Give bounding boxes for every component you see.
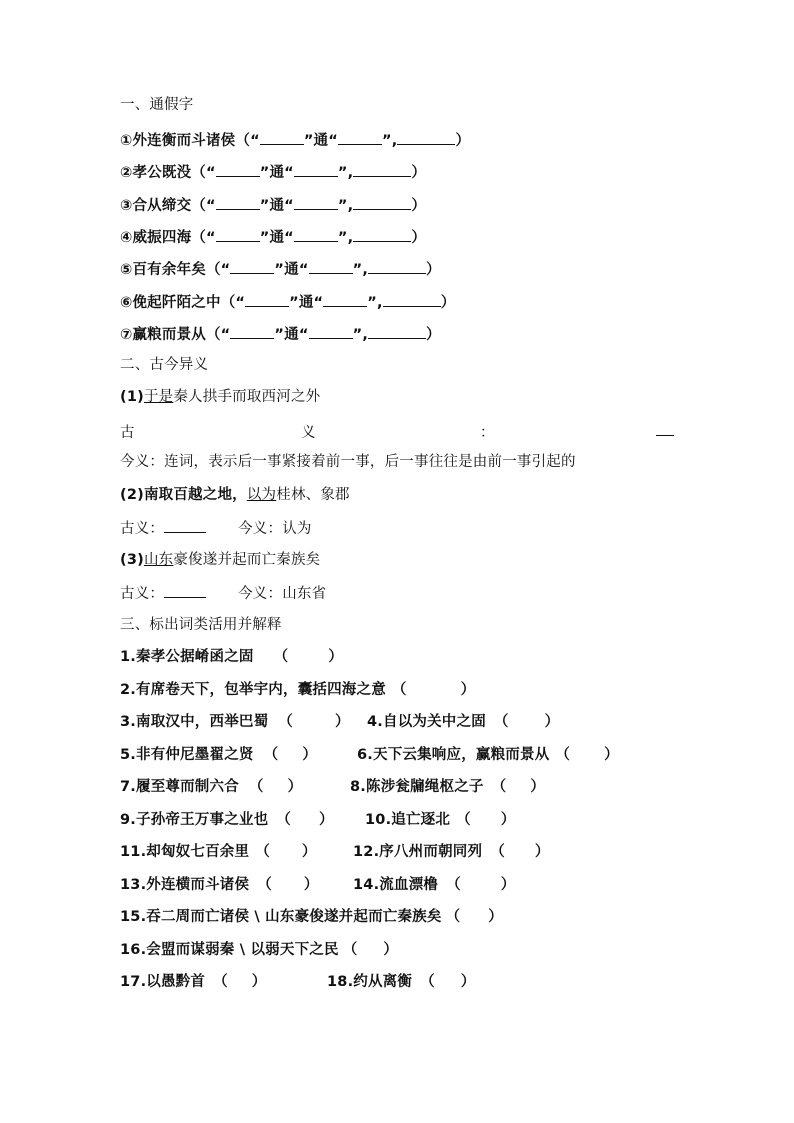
item-text: 俛起阡陌之中 [132, 295, 221, 311]
q-number: (1) [120, 389, 144, 405]
item-text: 赢粮而景从 [132, 327, 206, 343]
paren-close: ） [426, 327, 441, 343]
q-text: 桂林、象郡 [276, 487, 350, 503]
q-text: 16.会盟而谋弱秦 \ 以弱天下之民 [120, 942, 339, 958]
paren-close: ） [411, 198, 427, 214]
colon: ： [480, 425, 495, 441]
q-text: 8.陈涉瓮牖绳枢之子 [350, 779, 484, 795]
paren-close: ） [544, 714, 560, 730]
q-text: 秦人拱手而取西河之外 [173, 389, 321, 405]
paren-open: （ [273, 649, 289, 665]
q-text: 6.天下云集响应，赢粮而景从 [357, 747, 550, 763]
item-number: ① [120, 133, 133, 149]
gu-yi-label: 古义： [120, 521, 165, 537]
quote-open: （“ [205, 262, 231, 278]
q-text: 5.非有仲尼墨翟之贤 [120, 747, 254, 763]
paren-open: （ [276, 812, 291, 828]
paren-open: （ [255, 844, 270, 860]
paren-open: （ [491, 779, 507, 795]
quote-mid: ”通“ [303, 133, 338, 149]
answer-blank[interactable] [260, 130, 304, 145]
paren-close: ） [411, 165, 427, 181]
section-title-cilei: 三、标出词类活用并解释 [120, 617, 282, 633]
cilei-q8 [350, 778, 545, 796]
paren-close: ） [251, 974, 267, 990]
item-text: 外连衡而斗诸侯 [132, 133, 236, 149]
quote-mid: ”通“ [259, 198, 294, 214]
q-text: 1.秦孝公据崤函之固 [120, 649, 254, 665]
quote-close: ”, [352, 262, 369, 278]
tongjia-item-7 [120, 324, 441, 344]
paren-close: ） [455, 133, 471, 149]
paren-close: ） [534, 844, 550, 860]
cilei-q4 [367, 713, 559, 731]
q-text: 17.以愚黔首 [120, 974, 206, 990]
quote-close: ”, [337, 230, 354, 246]
quote-close: ”, [337, 198, 354, 214]
q-text: 2.有席卷天下，包举宇内，囊括四海之意 [120, 682, 386, 698]
answer-blank[interactable] [656, 435, 674, 436]
q-text: 9.子孙帝王万事之业也 [120, 812, 269, 828]
answer-blank[interactable] [338, 130, 382, 145]
quote-mid: ”通“ [289, 295, 324, 311]
paren-close: ） [460, 682, 476, 698]
quote-open: （“ [205, 327, 231, 343]
cilei-q10 [365, 811, 516, 829]
answer-blank[interactable] [353, 195, 411, 210]
paren-open: （ [391, 682, 407, 698]
jin-yi-text: 今义：山东省 [238, 586, 327, 602]
answer-blank[interactable] [294, 195, 338, 210]
answer-blank[interactable] [245, 292, 289, 307]
cilei-q14 [353, 876, 516, 894]
cilei-q3 [120, 713, 350, 731]
item-number: ⑤ [120, 262, 133, 278]
answer-blank[interactable] [164, 583, 206, 598]
jin-yi-1: 今义：连词，表示后一事紧接着前一事，后一事往往是由前一事引起的 [120, 454, 576, 470]
tongjia-item-2 [120, 162, 426, 182]
answer-blank[interactable] [397, 130, 455, 145]
cilei-q16 [120, 941, 398, 959]
item-text: 合从缔交 [132, 198, 192, 214]
tongjia-item-5 [120, 259, 441, 279]
cilei-q15 [120, 908, 503, 926]
quote-close: ”, [337, 165, 354, 181]
answer-blank[interactable] [383, 292, 441, 307]
answer-blank[interactable] [216, 227, 260, 242]
quote-open: （“ [191, 165, 216, 181]
section-title-gujin: 二、古今异义 [120, 357, 209, 373]
cilei-q13 [120, 876, 319, 894]
item-text: 百有余年矣 [132, 262, 206, 278]
quote-mid: ”通“ [274, 327, 309, 343]
paren-close: ） [303, 877, 319, 893]
cilei-q9 [120, 811, 334, 829]
paren-open: （ [445, 909, 461, 925]
paren-open: （ [493, 714, 509, 730]
yi-char: 义 [301, 425, 316, 441]
paren-close: ） [500, 877, 516, 893]
q-text: 11.却匈奴七百余里 [120, 844, 250, 860]
paren-close: ） [440, 295, 456, 311]
paren-close: ） [319, 812, 334, 828]
gu-jin-row-2 [120, 518, 312, 538]
paren-close: ） [302, 747, 318, 763]
cilei-q12 [353, 843, 550, 861]
paren-close: ） [287, 779, 303, 795]
paren-close: ） [460, 974, 476, 990]
q-text: 4.自以为关中之固 [367, 714, 486, 730]
q-text: 13.外连横而斗诸侯 [120, 877, 250, 893]
paren-open: （ [213, 974, 228, 990]
paren-open: （ [446, 877, 461, 893]
target-word: 于是 [143, 389, 174, 405]
gu-jin-row-3 [120, 583, 326, 603]
item-number: ⑥ [120, 295, 133, 311]
paren-open: （ [555, 747, 571, 763]
answer-blank[interactable] [216, 162, 260, 177]
answer-blank[interactable] [294, 227, 338, 242]
answer-blank[interactable] [368, 259, 426, 274]
cilei-q7 [120, 778, 302, 796]
paren-open: （ [490, 844, 505, 860]
item-number: ③ [120, 198, 133, 214]
item-number: ④ [120, 230, 133, 246]
q-number: (3) [120, 552, 144, 568]
paren-close: ） [328, 649, 344, 665]
gu-char: 古 [120, 425, 135, 441]
paren-open: （ [456, 812, 471, 828]
q-text: (2)南取百越之地， [120, 487, 247, 503]
q-text: 14.流血漂橹 [353, 877, 439, 893]
q-text: 10.追亡逐北 [365, 812, 451, 828]
quote-open: （“ [235, 133, 260, 149]
section-title-tongjiazi: 一、通假字 [120, 97, 194, 113]
paren-close: ） [335, 714, 350, 730]
gu-yi-label: 古义： [120, 586, 165, 602]
cilei-q1 [120, 648, 343, 666]
tongjia-item-4 [120, 227, 426, 247]
q-text: 3.南取汉中，西举巴蜀 [120, 714, 269, 730]
paren-open: （ [248, 779, 264, 795]
item-text: 威振四海 [132, 230, 192, 246]
paren-close: ） [301, 844, 317, 860]
quote-open: （“ [220, 295, 246, 311]
answer-blank[interactable] [216, 195, 260, 210]
paren-close: ） [426, 262, 441, 278]
target-word: 以为 [246, 487, 277, 503]
answer-blank[interactable] [294, 162, 338, 177]
quote-open: （“ [191, 198, 216, 214]
quote-mid: ”通“ [274, 262, 309, 278]
quote-close: ”, [367, 295, 383, 311]
paren-open: （ [257, 877, 272, 893]
paren-close: ） [500, 812, 516, 828]
q-text: 12.序八州而朝同列 [353, 844, 483, 860]
gu-yi-row-1 [120, 421, 675, 441]
answer-blank[interactable] [353, 162, 411, 177]
tongjia-item-1 [120, 130, 470, 150]
jin-yi-text: 今义：认为 [238, 521, 312, 537]
q-text: 15.吞二周而亡诸侯 \ 山东豪俊遂并起而亡秦族矣 [120, 909, 442, 925]
cilei-q2 [120, 681, 475, 699]
answer-blank[interactable] [230, 324, 274, 339]
cilei-q18 [327, 973, 476, 991]
paren-open: （ [263, 747, 279, 763]
answer-blank[interactable] [353, 227, 411, 242]
cilei-q17 [120, 973, 267, 991]
paren-close: ） [604, 747, 619, 763]
item-number: ⑦ [120, 327, 133, 343]
quote-close: ”, [352, 327, 369, 343]
answer-blank[interactable] [164, 518, 206, 533]
target-word: 山东 [143, 552, 174, 568]
cilei-q11 [120, 843, 317, 861]
item-number: ② [120, 165, 133, 181]
paren-close: ） [530, 779, 546, 795]
cilei-q5 [120, 746, 317, 764]
quote-close: ”, [382, 133, 398, 149]
answer-blank[interactable] [309, 324, 353, 339]
gujin-q2 [120, 486, 350, 504]
tongjia-item-6 [120, 292, 455, 312]
answer-blank[interactable] [230, 259, 274, 274]
item-text: 孝公既没 [132, 165, 192, 181]
gujin-q1 [120, 388, 320, 406]
paren-close: ） [488, 909, 503, 925]
quote-mid: ”通“ [259, 165, 294, 181]
q-text: 豪俊遂并起而亡秦族矣 [173, 552, 321, 568]
paren-open: （ [342, 942, 358, 958]
q-text: 18.约从离衡 [327, 974, 413, 990]
answer-blank[interactable] [309, 259, 353, 274]
paren-open: （ [420, 974, 435, 990]
quote-open: （“ [191, 230, 216, 246]
paren-close: ） [411, 230, 427, 246]
q-text: 7.履至尊而制六合 [120, 779, 239, 795]
cilei-q6 [357, 746, 619, 764]
answer-blank[interactable] [323, 292, 367, 307]
tongjia-item-3 [120, 195, 426, 215]
paren-open: （ [278, 714, 293, 730]
gujin-q3 [120, 551, 320, 569]
quote-mid: ”通“ [259, 230, 294, 246]
answer-blank[interactable] [368, 324, 426, 339]
paren-close: ） [383, 942, 399, 958]
